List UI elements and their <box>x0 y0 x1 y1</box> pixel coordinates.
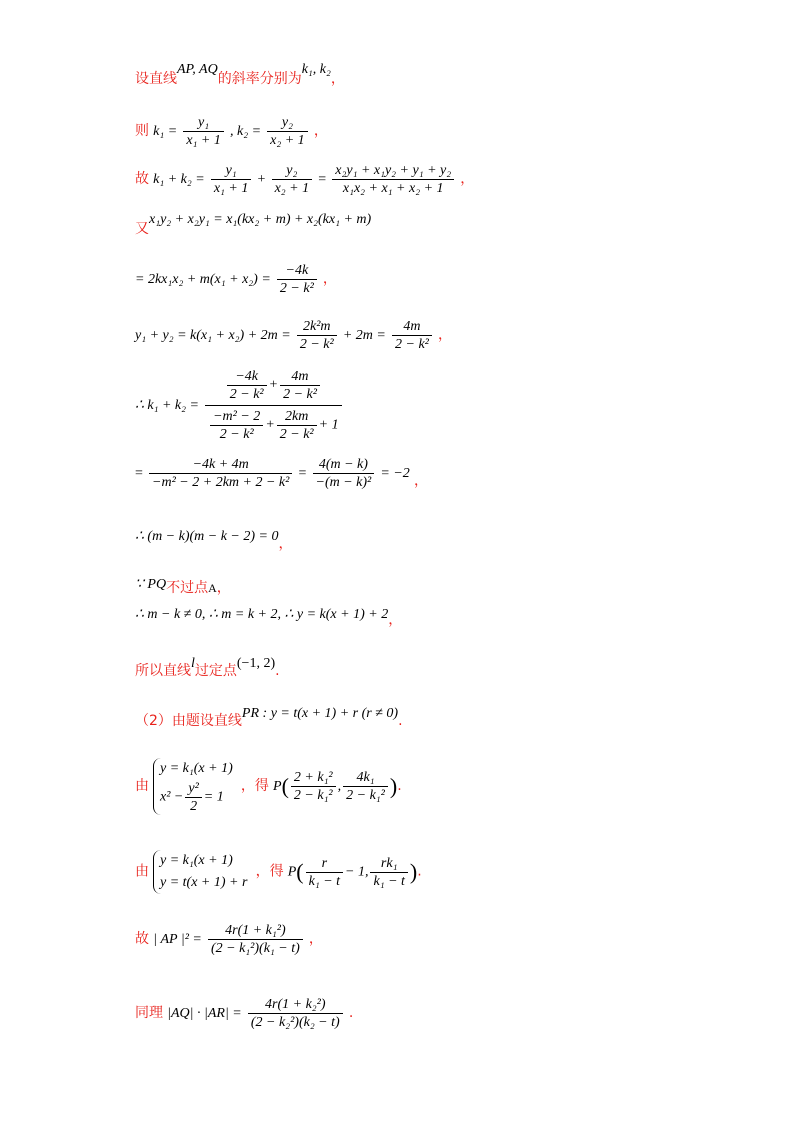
equation: y = k₁(x + 1) <box>160 853 233 868</box>
punct: ， <box>330 71 345 87</box>
numerator: −4k <box>227 368 267 386</box>
math: , k₂ = <box>229 124 262 139</box>
math: k₁ = <box>153 124 178 139</box>
operator: = <box>135 466 143 481</box>
line-y-sum <box>135 318 452 353</box>
fraction <box>392 318 432 353</box>
numerator: y² <box>185 780 201 798</box>
denominator: 2 − k² <box>279 427 314 442</box>
fraction <box>277 262 317 297</box>
math: = 1 <box>203 789 224 805</box>
point-p: P <box>287 864 297 880</box>
line-fixed-point <box>135 656 280 680</box>
math: , <box>337 779 342 794</box>
punct: ， <box>322 271 337 287</box>
fraction <box>277 408 317 443</box>
numerator: −m² − 2 <box>210 408 263 426</box>
text-cn: 设直线 <box>135 71 177 87</box>
math: k₁ + k₂ = <box>153 172 205 187</box>
line-system-ellipse <box>135 758 402 815</box>
fraction <box>343 769 388 804</box>
paren-open: ( <box>296 859 304 884</box>
punct: ， <box>413 473 428 489</box>
denominator: −m² − 2 + 2km + 2 − k² <box>152 475 290 490</box>
numerator: 2km <box>277 408 317 426</box>
math: ∴ k₁ + k₂ = <box>135 398 199 413</box>
fraction <box>306 855 343 890</box>
denominator: x₁ + 1 <box>213 181 249 196</box>
text-cn: 又 <box>135 221 149 237</box>
punct: ， <box>313 123 328 139</box>
line-k-sum-simplified <box>135 456 428 491</box>
fraction <box>291 769 336 804</box>
fraction <box>210 408 263 443</box>
fraction <box>280 368 320 403</box>
numerator: 4r(1 + k₂²) <box>248 996 343 1014</box>
math: ∵ PQ <box>135 577 167 592</box>
paren-close: ) <box>409 859 418 884</box>
math: ∴ (m − k)(m − k − 2) = 0 <box>135 529 279 544</box>
paren-open: ( <box>281 773 289 799</box>
denominator: 2 − k² <box>395 337 429 352</box>
denominator: x₂ + 1 <box>270 133 305 148</box>
numerator: y₁ <box>183 114 224 132</box>
line-k-sum-substituted <box>135 368 344 443</box>
operator: = <box>318 172 327 187</box>
operator: + <box>257 172 266 187</box>
equation <box>160 780 233 815</box>
text-cn: ，得 <box>255 863 284 880</box>
numerator: 2 + k₁² <box>291 769 336 787</box>
line-ap-squared <box>135 922 323 957</box>
math: − 1, <box>345 864 369 880</box>
numerator: rk₁ <box>370 855 407 873</box>
denominator: 2 − k² <box>229 387 264 402</box>
operator: + <box>265 417 275 433</box>
line-part2-setup <box>135 706 403 730</box>
denominator: 2 − k² <box>279 281 314 296</box>
fraction <box>332 162 454 197</box>
numerator: 4m <box>392 318 432 336</box>
math-k1-k2: k₁, k₂ <box>301 62 331 77</box>
text-cn: 不过点 <box>166 580 209 596</box>
text-cn: 故 <box>135 931 149 947</box>
punct: ， <box>460 171 475 187</box>
numerator: 4m <box>280 368 320 386</box>
fraction <box>149 456 292 491</box>
text-cn: （2）由题设直线 <box>135 713 242 729</box>
denominator: k₁ − t <box>373 873 405 889</box>
line-k-formulas <box>135 114 328 149</box>
denominator: 2 − k² <box>299 337 334 352</box>
line-m-result <box>135 606 402 629</box>
punct: . <box>275 663 280 679</box>
text-cn: 同理 <box>135 1005 163 1021</box>
fraction <box>208 922 303 957</box>
fraction <box>297 318 337 353</box>
punct: ， <box>388 612 403 628</box>
denominator: x₁ + 1 <box>186 133 221 148</box>
math: x² − <box>160 789 184 805</box>
line-aq-ar-product <box>135 996 353 1031</box>
numerator: y₁ <box>211 162 252 180</box>
math: y₁ + y₂ = k(x₁ + x₂) + 2m = <box>135 328 291 343</box>
text-cn: 由 <box>135 863 149 880</box>
text-cn: 则 <box>135 123 149 139</box>
denominator: 2 − k² <box>219 427 254 442</box>
numerator: y₂ <box>272 162 313 180</box>
math: = −2 <box>380 466 410 481</box>
math: ∴ m − k ≠ 0, ∴ m = k + 2, ∴ y = k(x + 1) + 2 <box>135 607 389 622</box>
fraction <box>272 162 313 197</box>
math: + 2m = <box>342 328 386 343</box>
equation: y = t(x + 1) + r <box>160 875 248 890</box>
numerator: 4r(1 + k₁²) <box>208 922 303 940</box>
numerator: x₂y₁ + x₁y₂ + y₁ + y₂ <box>332 162 454 180</box>
operator: + <box>268 377 279 393</box>
denominator: −(m − k)² <box>315 475 372 490</box>
denominator: (2 − k₂²)(k₂ − t) <box>250 1015 340 1030</box>
line-slopes-definition <box>135 62 345 88</box>
punct: ， <box>278 536 293 552</box>
math: PR : y = t(x + 1) + r (r ≠ 0) <box>241 706 399 721</box>
fraction <box>313 456 375 491</box>
point-label: A <box>208 581 217 595</box>
text-cn: 的斜率分别为 <box>217 71 302 87</box>
denominator: (2 − k₁²)(k₁ − t) <box>210 941 300 956</box>
numerator: r <box>306 855 343 873</box>
numerator: −4k <box>277 262 317 280</box>
math: = 2kx₁x₂ + m(x₁ + x₂) = <box>135 272 271 287</box>
equation-system <box>153 758 233 815</box>
math-ap-aq: AP, AQ <box>177 62 218 77</box>
denominator: x₁x₂ + x₁ + x₂ + 1 <box>342 181 444 196</box>
numerator: 4(m − k) <box>313 456 375 474</box>
text-cn: 故 <box>135 171 149 187</box>
fraction <box>185 780 201 815</box>
math-l: l <box>191 656 195 671</box>
point-p: P <box>273 779 282 794</box>
punct: ， <box>216 580 231 596</box>
math: |AQ| · |AR| = <box>167 1006 242 1021</box>
punct: . <box>348 1005 354 1021</box>
denominator: x₂ + 1 <box>274 181 310 196</box>
line-pq-condition <box>135 576 231 597</box>
fraction <box>370 855 407 890</box>
numerator: 4k₁ <box>343 769 388 787</box>
math: x₁y₂ + x₂y₁ = x₁(kx₂ + m) + x₂(kx₁ + m) <box>149 212 372 227</box>
numerator <box>205 368 341 406</box>
denominator: k₁ − t <box>308 873 341 889</box>
denominator <box>205 406 341 443</box>
math: | AP |² = <box>153 932 202 947</box>
punct: ， <box>438 327 453 343</box>
fraction <box>211 162 252 197</box>
denominator: 2 − k² <box>283 387 317 402</box>
equation-system <box>153 850 247 894</box>
fraction <box>248 996 343 1031</box>
denominator: 2 − k₁² <box>346 788 385 803</box>
equation: y = k₁(x + 1) <box>160 761 233 776</box>
numerator: y₂ <box>267 114 308 132</box>
text-cn: 由 <box>135 778 149 794</box>
paren-close: ) <box>389 773 398 799</box>
line-cross-terms-result <box>135 262 337 297</box>
operator: = <box>298 466 307 481</box>
denominator: 2 <box>190 799 198 814</box>
text-cn: 过定点 <box>194 663 237 679</box>
punct: . <box>417 863 422 880</box>
fraction <box>267 114 308 149</box>
fraction <box>227 368 267 403</box>
punct: . <box>397 778 402 794</box>
line-k-sum <box>135 162 474 197</box>
line-cross-terms <box>135 212 371 238</box>
punct: ， <box>308 931 323 947</box>
punct: . <box>398 713 403 729</box>
text-cn: ，得 <box>240 778 269 794</box>
line-system-pr <box>135 850 422 894</box>
fixed-point: (−1, 2) <box>236 656 276 671</box>
math: + 1 <box>318 417 339 433</box>
fraction <box>183 114 224 149</box>
numerator: 2k²m <box>297 318 337 336</box>
denominator: 2 − k₁² <box>293 788 333 803</box>
text-cn: 所以直线 <box>135 663 191 679</box>
line-factor-equation <box>135 528 293 553</box>
numerator: −4k + 4m <box>149 456 292 474</box>
compound-fraction <box>205 368 341 443</box>
